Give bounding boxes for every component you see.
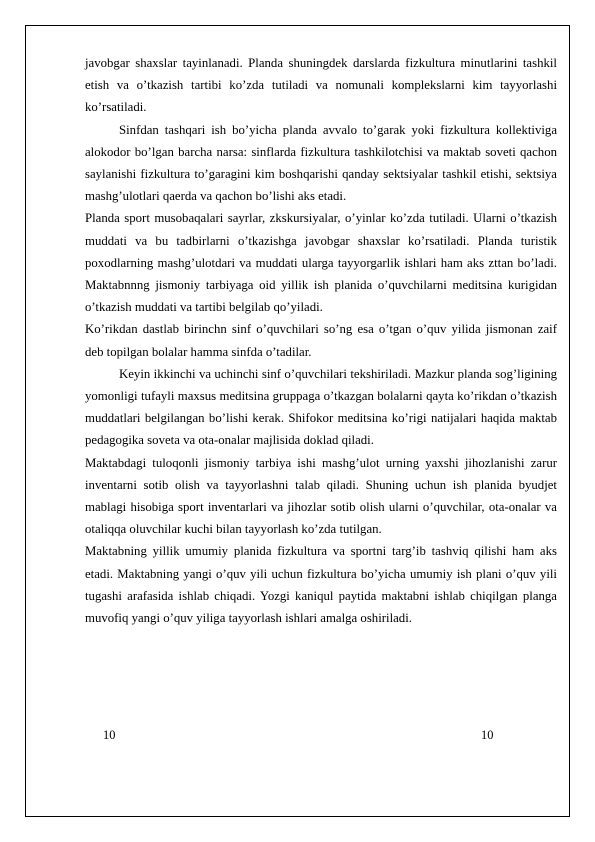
paragraph-4: Ko’rikdan dastlab birinchn sinf o’quvchilari so’ng esa o’tgan o’quv yilida jismonan zaif deb topilgan bolalar hamma sinfda o’tadilar. — [85, 322, 557, 359]
paragraph-5: Keyin ikkinchi va uchinchi sinf o’quvchilari tekshiriladi. Mazkur planda sog’ligining yomonligi tufayli maxsus meditsina gruppaga o’tkazgan bolalarni qayta ko’rikdan o’tkazish muddatlari belgilangan bo’lishi kerak. Shifokor meditsina ko’rigi natijalari haqida maktab pedagogika soveta va ota-onalar majlisida doklad qiladi. — [85, 366, 557, 448]
paragraph-7: Maktabning yillik umumiy planida fizkultura va sportni targ’ib tashviq qilishi ham aks etadi. Maktabning yangi o’quv yili uchun fizkultura bo’yicha umumiy ish plani o’quv yili tugashi arafasida ishlab chiqadi. Yozgi kaniqul paytida maktabni ishlab chiqilgan planga muvofiq yangi o’quv yiliga tayyorlash ishlari amalga oshiriladi. — [85, 544, 557, 626]
page-number-right: 10 — [481, 728, 494, 742]
page-number-left: 10 — [103, 728, 116, 742]
paragraph-6: Maktabdagi tuloqonli jismoniy tarbiya ishi mashg’ulot urning yaxshi jihozlanishi zarur inventarni sotib olish va tayyorlashni talab qiladi. Shuning uchun ish planida byudjet mablagi hisobiga sport inventarlari va jihozlar sotib olish ularni o’quvchilar, ota-onalar va otaliqqa oluvchilar kuchi bilan tayyorlash ko’zda tutilgan. — [85, 455, 557, 537]
document-body — [85, 52, 557, 629]
paragraph-3: Planda sport musobaqalari sayrlar, zkskursiyalar, o’yinlar ko’zda tutiladi. Ularni o’tkazish muddati va bu tadbirlarni o’tkazishga javobgar shaxslar ko’rsatiladi. Planda turistik poxodlarning mashg’ulotdari va muddati ularga tayyorgarlik ishlari ham aks zttan bo’ladi. Maktabnnng jismoniy tarbiyaga oid yillik ish planida o’quvchilarni meditsina kurigidan o’tkazish muddati va tartibi belgilab qo’yiladi. — [85, 211, 557, 315]
paragraph-2: Sinfdan tashqari ish bo’yicha planda avvalo to’garak yoki fizkultura kollektiviga alokodor bo’lgan barcha narsa: sinflarda fizkultura tashkilotchisi va maktab soveti qachon saylanishi fizkultura to’garagini kim boshqarishi qanday sektsiyalar tashkil etishi, sektsiya mashg’ulotlari qaerda va qachon bo’lishi aks etadi. — [85, 122, 557, 204]
paragraph-1: javobgar shaxslar tayinlanadi. Planda shuningdek darslarda fizkultura minutlarini tashkil etish va o’tkazish tartibi ko’zda tutiladi va nomunali komplekslarni kim tayyorlashi ko’rsatiladi. — [85, 56, 557, 115]
